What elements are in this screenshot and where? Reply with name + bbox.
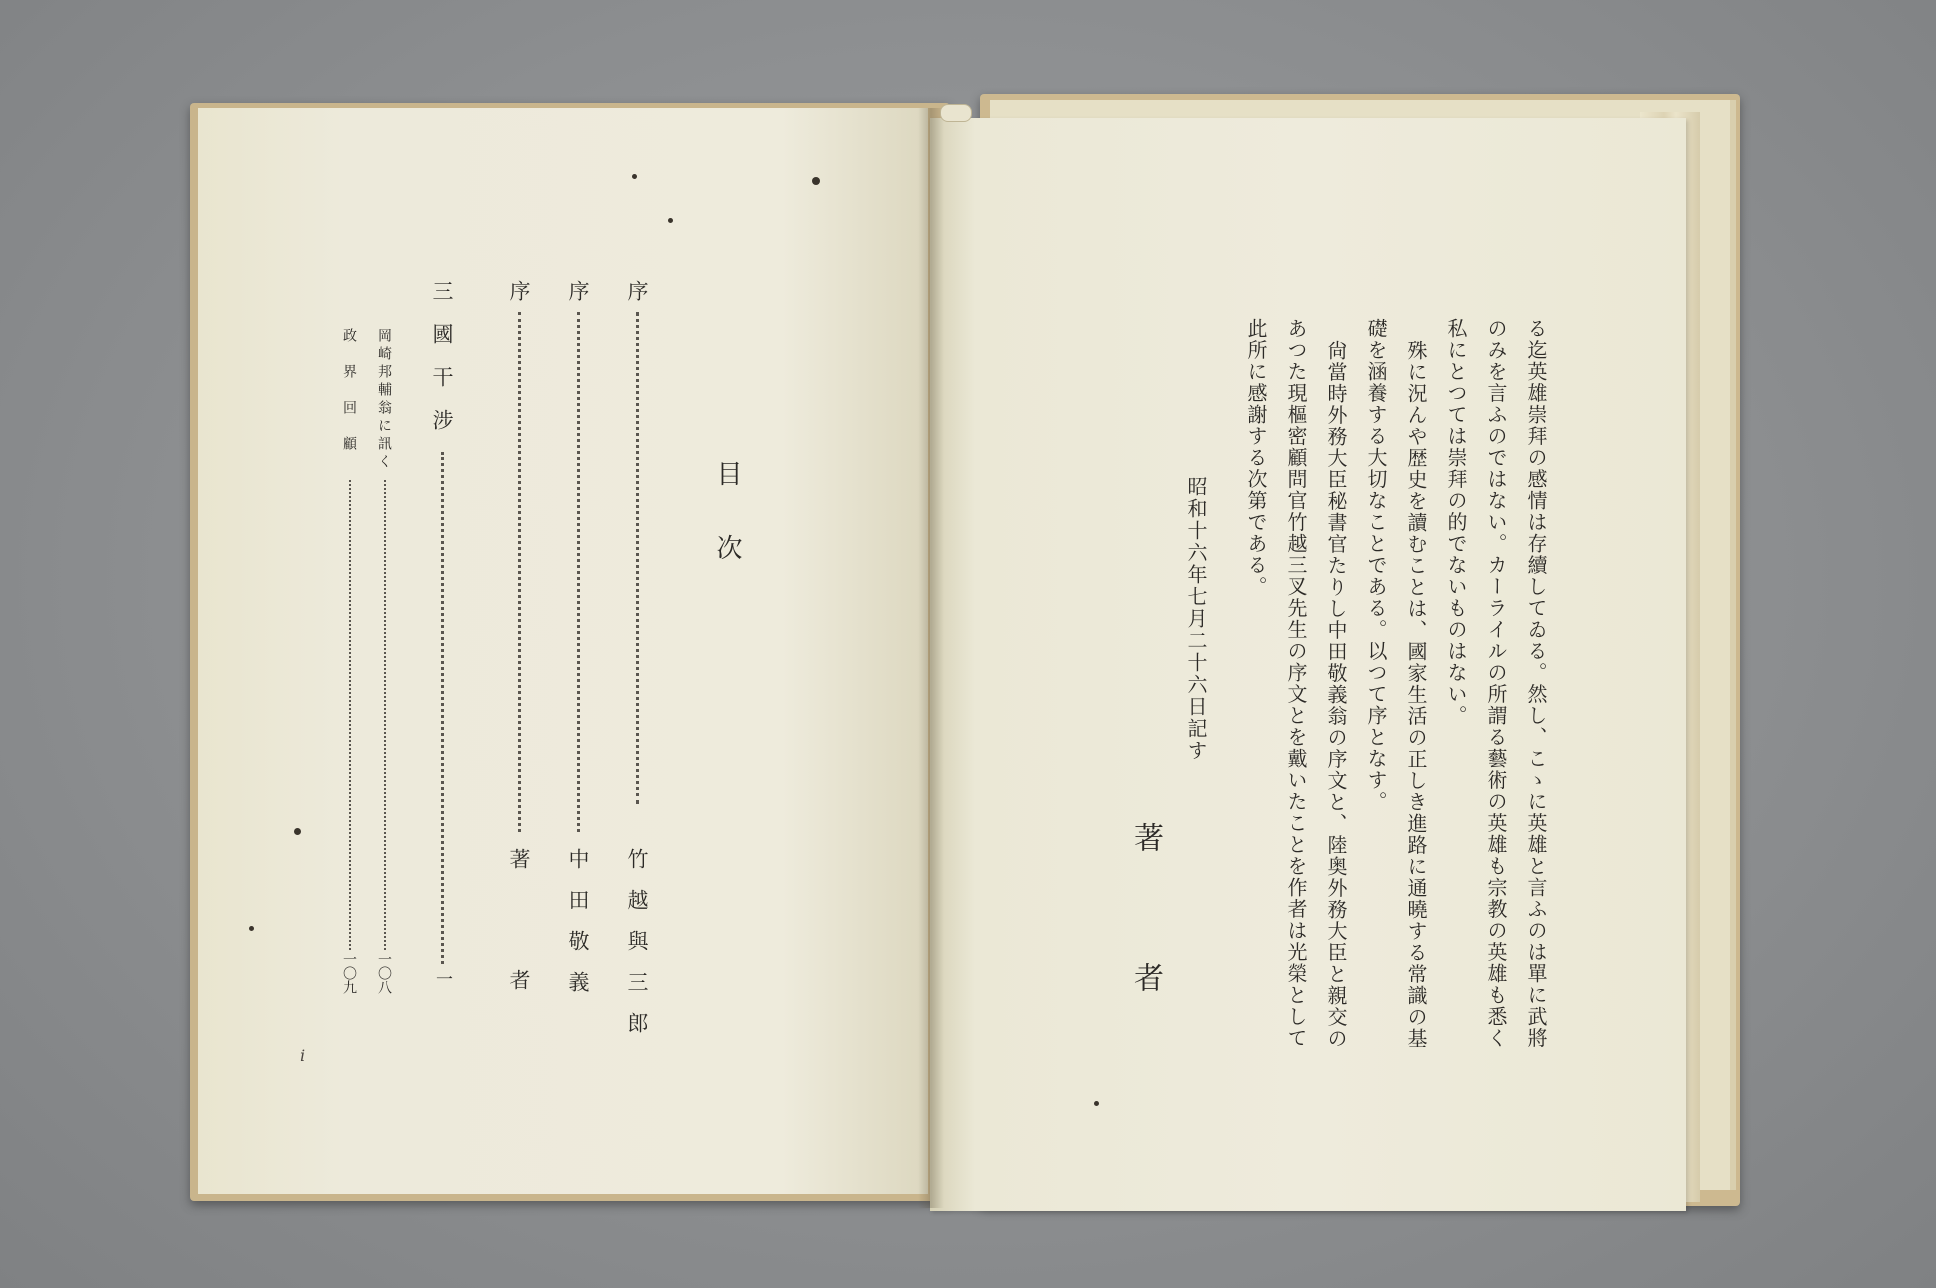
- paper-speck: [812, 177, 820, 185]
- toc-entry-author: 著者: [507, 848, 531, 1090]
- toc-entry-author: 中田敬義: [566, 848, 590, 1012]
- toc-heading: 目次: [712, 460, 742, 608]
- paper-speck: [668, 218, 673, 223]
- preface-line: 私にとつては崇拜の的でないものはない。: [1444, 318, 1468, 727]
- toc-entry-author: 竹越與三郎: [625, 848, 649, 1053]
- toc-leader-dots: [636, 312, 639, 804]
- toc-leader-dots: [577, 312, 580, 832]
- preface-signature: 著者: [1128, 822, 1163, 1102]
- toc-page-number: 一〇九: [341, 952, 357, 994]
- preface-date: 昭和十六年七月二十六日記す: [1184, 476, 1208, 762]
- toc-leader-dots: [384, 480, 386, 950]
- preface-page: [930, 118, 1686, 1211]
- preface-line: 此所に感謝する次第である。: [1244, 318, 1268, 598]
- paper-speck: [249, 926, 254, 931]
- paper-speck: [1094, 1101, 1099, 1106]
- toc-page-number: 一〇八: [376, 952, 392, 994]
- preface-line: 殊に況んや歴史を讀むことは、國家生活の正しき進路に通曉する常識の基: [1404, 340, 1428, 1050]
- toc-leader-dots: [441, 452, 444, 964]
- toc-leader-dots: [349, 480, 351, 950]
- toc-entry-label: 三國干涉: [430, 280, 454, 452]
- toc-subentry-label: 政界回顧: [341, 328, 357, 472]
- paper-speck: [294, 828, 301, 835]
- toc-entry-label: 序: [507, 280, 531, 301]
- toc-page-number: 一: [432, 970, 452, 987]
- preface-line: あつた現樞密顧問官竹越三叉先生の序文とを戴いたことを作者は光榮として: [1284, 318, 1308, 1049]
- toc-entry-label: 序: [625, 280, 649, 301]
- binding-thread: [940, 104, 972, 122]
- preface-line: のみを言ふのではない。カーライルの所謂る藝術の英雄も宗教の英雄も悉く: [1484, 318, 1508, 1049]
- book-gutter: [918, 108, 944, 1208]
- toc-subentry-label: 岡崎邦輔翁に訊く: [376, 328, 392, 472]
- paper-speck: [632, 174, 637, 179]
- toc-entry-label: 序: [566, 280, 590, 301]
- page-folio: i: [300, 1046, 306, 1065]
- toc-leader-dots: [518, 312, 521, 832]
- preface-line: 礎を涵養する大切なことである。以つて序となす。: [1364, 318, 1388, 813]
- table-of-contents-page: [198, 108, 928, 1194]
- preface-line: 尙當時外務大臣秘書官たりし中田敬義翁の序文と、陸奥外務大臣と親交の: [1324, 340, 1348, 1050]
- preface-line: る迄英雄崇拜の感情は存續してゐる。然し、こゝに英雄と言ふのは單に武將: [1524, 318, 1548, 1049]
